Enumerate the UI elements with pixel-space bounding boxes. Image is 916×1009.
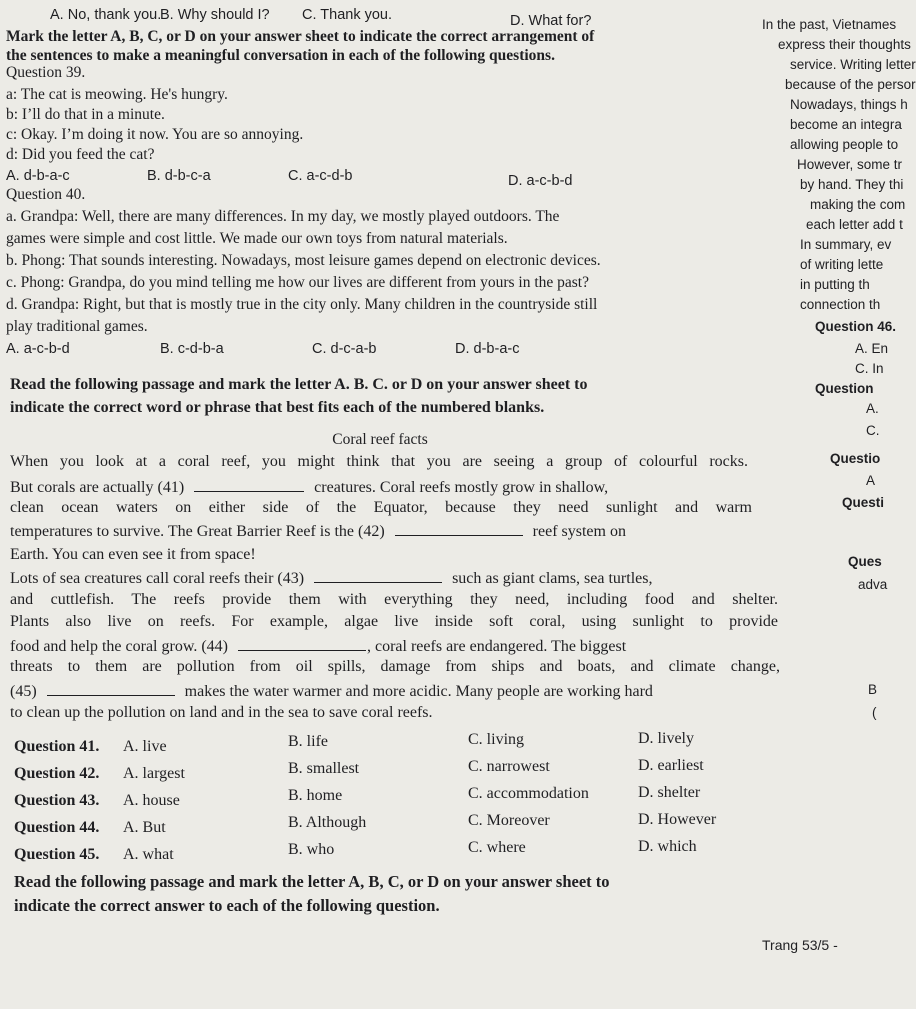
- right-col-line-7: allowing people to: [790, 137, 899, 152]
- option-c: C. Moreover: [468, 812, 550, 829]
- right-col-line-8: However, some tr: [797, 157, 903, 172]
- option-b: B. Although: [288, 814, 367, 831]
- right-col-line-4: because of the persor: [785, 77, 916, 92]
- option-c: C. narrowest: [468, 758, 550, 775]
- passage-line-6: [10, 568, 652, 588]
- right-col-line-15: connection th: [800, 297, 881, 312]
- q40-option-c: C. d-c-a-b: [312, 341, 377, 357]
- right-col-line-14: in putting th: [800, 277, 870, 292]
- right-col-q48-a: A: [866, 473, 876, 488]
- passage-line-11: [10, 681, 653, 701]
- passage-line-1: When you look at a coral reef, you might think that you are seeing a group of colourful rocks.: [10, 453, 748, 470]
- option-d: D. which: [638, 838, 697, 855]
- right-col-q50: Ques: [848, 554, 882, 569]
- blank-43: [314, 568, 442, 583]
- prev-option-d: D. What for?: [510, 13, 592, 29]
- blank-42: [395, 521, 523, 536]
- right-col-q48: Questio: [830, 451, 881, 466]
- q39-option-d: D. a-c-b-d: [508, 173, 573, 189]
- question-label: Question 44.: [14, 819, 100, 836]
- instruction-arrangement-line1: Mark the letter A, B, C, or D on your answer sheet to indicate the correct arrangement of: [6, 28, 595, 45]
- right-col-adva: adva: [858, 577, 888, 592]
- passage-text: makes the water warmer and more acidic. Many people are working hard: [184, 683, 653, 700]
- right-col-opt-c: C. In: [855, 361, 884, 376]
- q40-line-5: d. Grandpa: Right, but that is mostly true in the city only. Many children in the countryside still: [6, 296, 598, 313]
- right-col-q46: Question 46.: [815, 319, 897, 334]
- right-col-q47: Question: [815, 381, 874, 396]
- right-col-line-5: Nowadays, things h: [790, 97, 908, 112]
- passage-line-9: [10, 636, 626, 656]
- right-col-q47-a: A.: [866, 401, 879, 416]
- blank-45: [47, 681, 175, 696]
- passage-text: temperatures to survive. The Great Barrier Reef is the (42): [10, 523, 385, 540]
- q39-line-a: a: The cat is meowing. He's hungry.: [6, 86, 228, 103]
- option-b: B. life: [288, 733, 328, 750]
- passage-text: (45): [10, 683, 37, 700]
- option-a: A. live: [123, 738, 167, 755]
- prev-option-b: B. Why should I?: [160, 7, 270, 23]
- q40-title: Question 40.: [6, 186, 86, 203]
- q39-line-b: b: I’ll do that in a minute.: [6, 106, 165, 123]
- right-col-line-11: each letter add t: [806, 217, 903, 232]
- instruction-arrangement-line2: the sentences to make a meaningful conversation in each of the following questions.: [6, 47, 555, 64]
- right-col-line-9: by hand. They thi: [800, 177, 904, 192]
- question-label: Question 45.: [14, 846, 100, 863]
- q40-line-2: games were simple and cost little. We made our own toys from natural materials.: [6, 230, 508, 247]
- passage-line-10: threats to them are pollution from oil spills, damage from ships and boats, and climate change,: [10, 658, 780, 675]
- passage-line-2: [10, 477, 608, 497]
- right-col-line-13: of writing lette: [800, 257, 884, 272]
- right-col-q47-c: C.: [866, 423, 880, 438]
- q40-line-4: c. Phong: Grandpa, do you mind telling me how our lives are different from yours in the past?: [6, 274, 589, 291]
- option-a: A. what: [123, 846, 174, 863]
- right-col-line-6: [790, 116, 902, 134]
- right-col-line-12: In summary, ev: [800, 237, 892, 252]
- right-col-line-1: In the past, Vietnames: [762, 17, 897, 32]
- q39-line-c: c: Okay. I’m doing it now. You are so annoying.: [6, 126, 304, 143]
- passage-line-7: and cuttlefish. The reefs provide them with everything they need, including food and shelter.: [10, 591, 778, 608]
- right-col-paren: (: [872, 705, 877, 720]
- option-d: D. earliest: [638, 757, 704, 774]
- passage-line-3: clean ocean waters on either side of the Equator, because they need sunlight and warm: [10, 499, 752, 516]
- blank-44: [238, 636, 366, 651]
- right-col-text: become an integra: [790, 117, 902, 132]
- q39-line-d: d: Did you feed the cat?: [6, 146, 155, 163]
- page-number: Trang 53/5 -: [762, 937, 838, 953]
- prev-option-a: A. No, thank you.: [50, 7, 162, 23]
- prev-option-c: C. Thank you.: [302, 7, 393, 23]
- blank-41: [194, 477, 304, 492]
- option-b: B. smallest: [288, 760, 360, 777]
- option-a: A. But: [123, 819, 166, 836]
- option-d: D. lively: [638, 730, 694, 747]
- q39-option-a: A. d-b-a-c: [6, 168, 70, 184]
- option-a: A. house: [123, 792, 180, 809]
- passage-text: , coral reefs are endangered. The biggest: [367, 638, 627, 655]
- q40-option-b: B. c-d-b-a: [160, 341, 224, 357]
- q40-option-d: D. d-b-a-c: [455, 341, 520, 357]
- q39-option-b: B. d-b-c-a: [147, 168, 211, 184]
- passage-text: food and help the coral grow. (44): [10, 638, 228, 655]
- passage-line-8: Plants also live on reefs. For example, algae live inside soft coral, using sunlight to provide: [10, 613, 778, 630]
- q40-line-1: a. Grandpa: Well, there are many differences. In my day, we mostly played outdoors. The: [6, 208, 560, 225]
- option-c: C. where: [468, 839, 526, 856]
- q40-line-3: b. Phong: That sounds interesting. Nowadays, most leisure games depend on electronic devices.: [6, 252, 601, 269]
- instruction-passage-line2: indicate the correct word or phrase that best fits each of the numbered blanks.: [10, 399, 545, 416]
- passage-line-4: [10, 521, 626, 541]
- right-col-line-3: service. Writing letter: [790, 57, 916, 72]
- right-col-q49: Questi: [842, 495, 885, 510]
- instruction-passage-line1: Read the following passage and mark the letter A. B. C. or D on your answer sheet to: [10, 376, 588, 393]
- passage-text: reef system on: [532, 523, 626, 540]
- question-label: Question 41.: [14, 738, 100, 755]
- right-col-line-10: making the com: [810, 197, 906, 212]
- option-b: B. who: [288, 841, 335, 858]
- passage-line-12: to clean up the pollution on land and in the sea to save coral reefs.: [10, 704, 433, 721]
- q39-option-c: C. a-c-d-b: [288, 168, 353, 184]
- q40-line-6: play traditional games.: [6, 318, 148, 335]
- instruction-final-line1: Read the following passage and mark the letter A, B, C, or D on your answer sheet to: [14, 872, 610, 891]
- passage-title: Coral reef facts: [332, 431, 428, 448]
- right-col-opt-a: A. En: [855, 341, 889, 356]
- passage-text: creatures. Coral reefs mostly grow in shallow,: [314, 479, 609, 496]
- passage-text: But corals are actually (41): [10, 479, 185, 496]
- passage-text: such as giant clams, sea turtles,: [452, 570, 653, 587]
- right-col-line-2: express their thoughts: [778, 37, 911, 52]
- option-b: B. home: [288, 787, 343, 804]
- option-c: C. accommodation: [468, 785, 589, 802]
- passage-line-5: Earth. You can even see it from space!: [10, 546, 256, 563]
- question-label: Question 43.: [14, 792, 100, 809]
- q40-option-a: A. a-c-b-d: [6, 341, 70, 357]
- passage-text: Lots of sea creatures call coral reefs their (43): [10, 570, 305, 587]
- right-col-b: B: [868, 682, 878, 697]
- question-label: Question 42.: [14, 765, 100, 782]
- option-c: C. living: [468, 731, 525, 748]
- option-d: D. However: [638, 811, 717, 828]
- option-d: D. shelter: [638, 784, 701, 801]
- option-a: A. largest: [123, 765, 185, 782]
- q39-title: Question 39.: [6, 64, 86, 81]
- instruction-final-line2: indicate the correct answer to each of the following question.: [14, 896, 440, 915]
